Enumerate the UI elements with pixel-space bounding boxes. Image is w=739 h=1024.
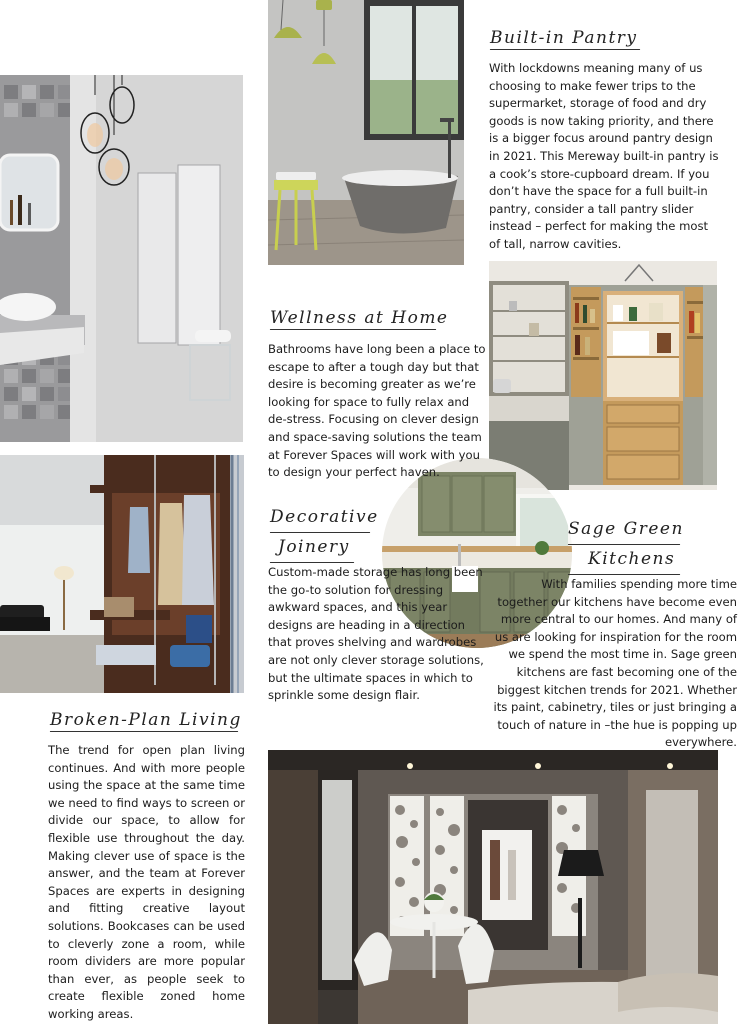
bedroom-screen-photo xyxy=(268,750,718,1024)
joinery-heading-swash-1 xyxy=(270,532,370,533)
broken-plan-heading: Broken-Plan Living xyxy=(50,710,242,730)
broken-plan-heading-swash xyxy=(50,731,238,732)
sage-heading: Sage Green Kitchens xyxy=(568,515,684,575)
broken-plan-body: The trend for open plan living continues. And with more people using the space at the same time we need to find ways to screen or divide our space, to allow for flexible use throughout the day. Making clever use of space is the answer, and the team at Forever Spaces are experts in designing and fitting creative layout solutions. Bookcases can be used to cleverly zone a room, while room dividers are more popular than ever, as people seek to create flexible zoned home working areas. xyxy=(48,743,245,1021)
wellness-body: Bathrooms have long been a place to escape to after a tough day but that desire is becoming greater as we’re looking for space to fully relax and de-stress. Focusing on clever design and space-saving solutions the team at Forever Spaces will work with you to design your perfect haven. xyxy=(268,342,486,480)
freestanding-bath-photo xyxy=(268,0,464,265)
joinery-body: Custom-made storage has long been the go-to solution for dressing awkward spaces, and this year designs are heading in a direction that proves shelving and wardrobes are not only clever storage solutions, but the ultimate spaces in which to sprinkle some design flair. xyxy=(268,565,484,703)
sage-heading-swash-1 xyxy=(568,544,680,545)
pantry-body: With lockdowns meaning many of us choosing to make fewer trips to the supermarket, storage of food and dry goods is now taking priority, and there is a bigger focus around pantry design in 2021. This Mereway built-in pantry is a cook’s store-cupboard dream. If you don’t have the space for a full built-in pantry, consider a tall pantry slider instead – perfect for making the most of tall, narrow cavities. xyxy=(489,61,719,251)
pantry-cupboard-photo xyxy=(489,261,717,490)
wellness-heading-swash xyxy=(270,329,436,330)
joinery-heading: Decorative Joinery xyxy=(270,503,379,563)
sage-heading-swash-2 xyxy=(568,574,680,575)
open-wardrobe-photo xyxy=(0,455,244,693)
pantry-heading: Built-in Pantry xyxy=(490,28,640,50)
wellness-heading: Wellness at Home xyxy=(270,308,449,328)
joinery-heading-swash-2 xyxy=(270,562,354,563)
bathroom-vanity-photo xyxy=(0,75,243,442)
sage-body: With families spending more time together our kitchens have become even more central to our homes. And many of us are looking for inspiration for the room we spend the most time in. Sage green kitchens are fast becoming one of the biggest kitchen trends for 2021. Whether its paint, cabinetry, tiles or just bringing a touch of nature in –the hue is popping up everywhere. xyxy=(493,577,737,750)
pantry-heading-swash xyxy=(490,49,640,50)
